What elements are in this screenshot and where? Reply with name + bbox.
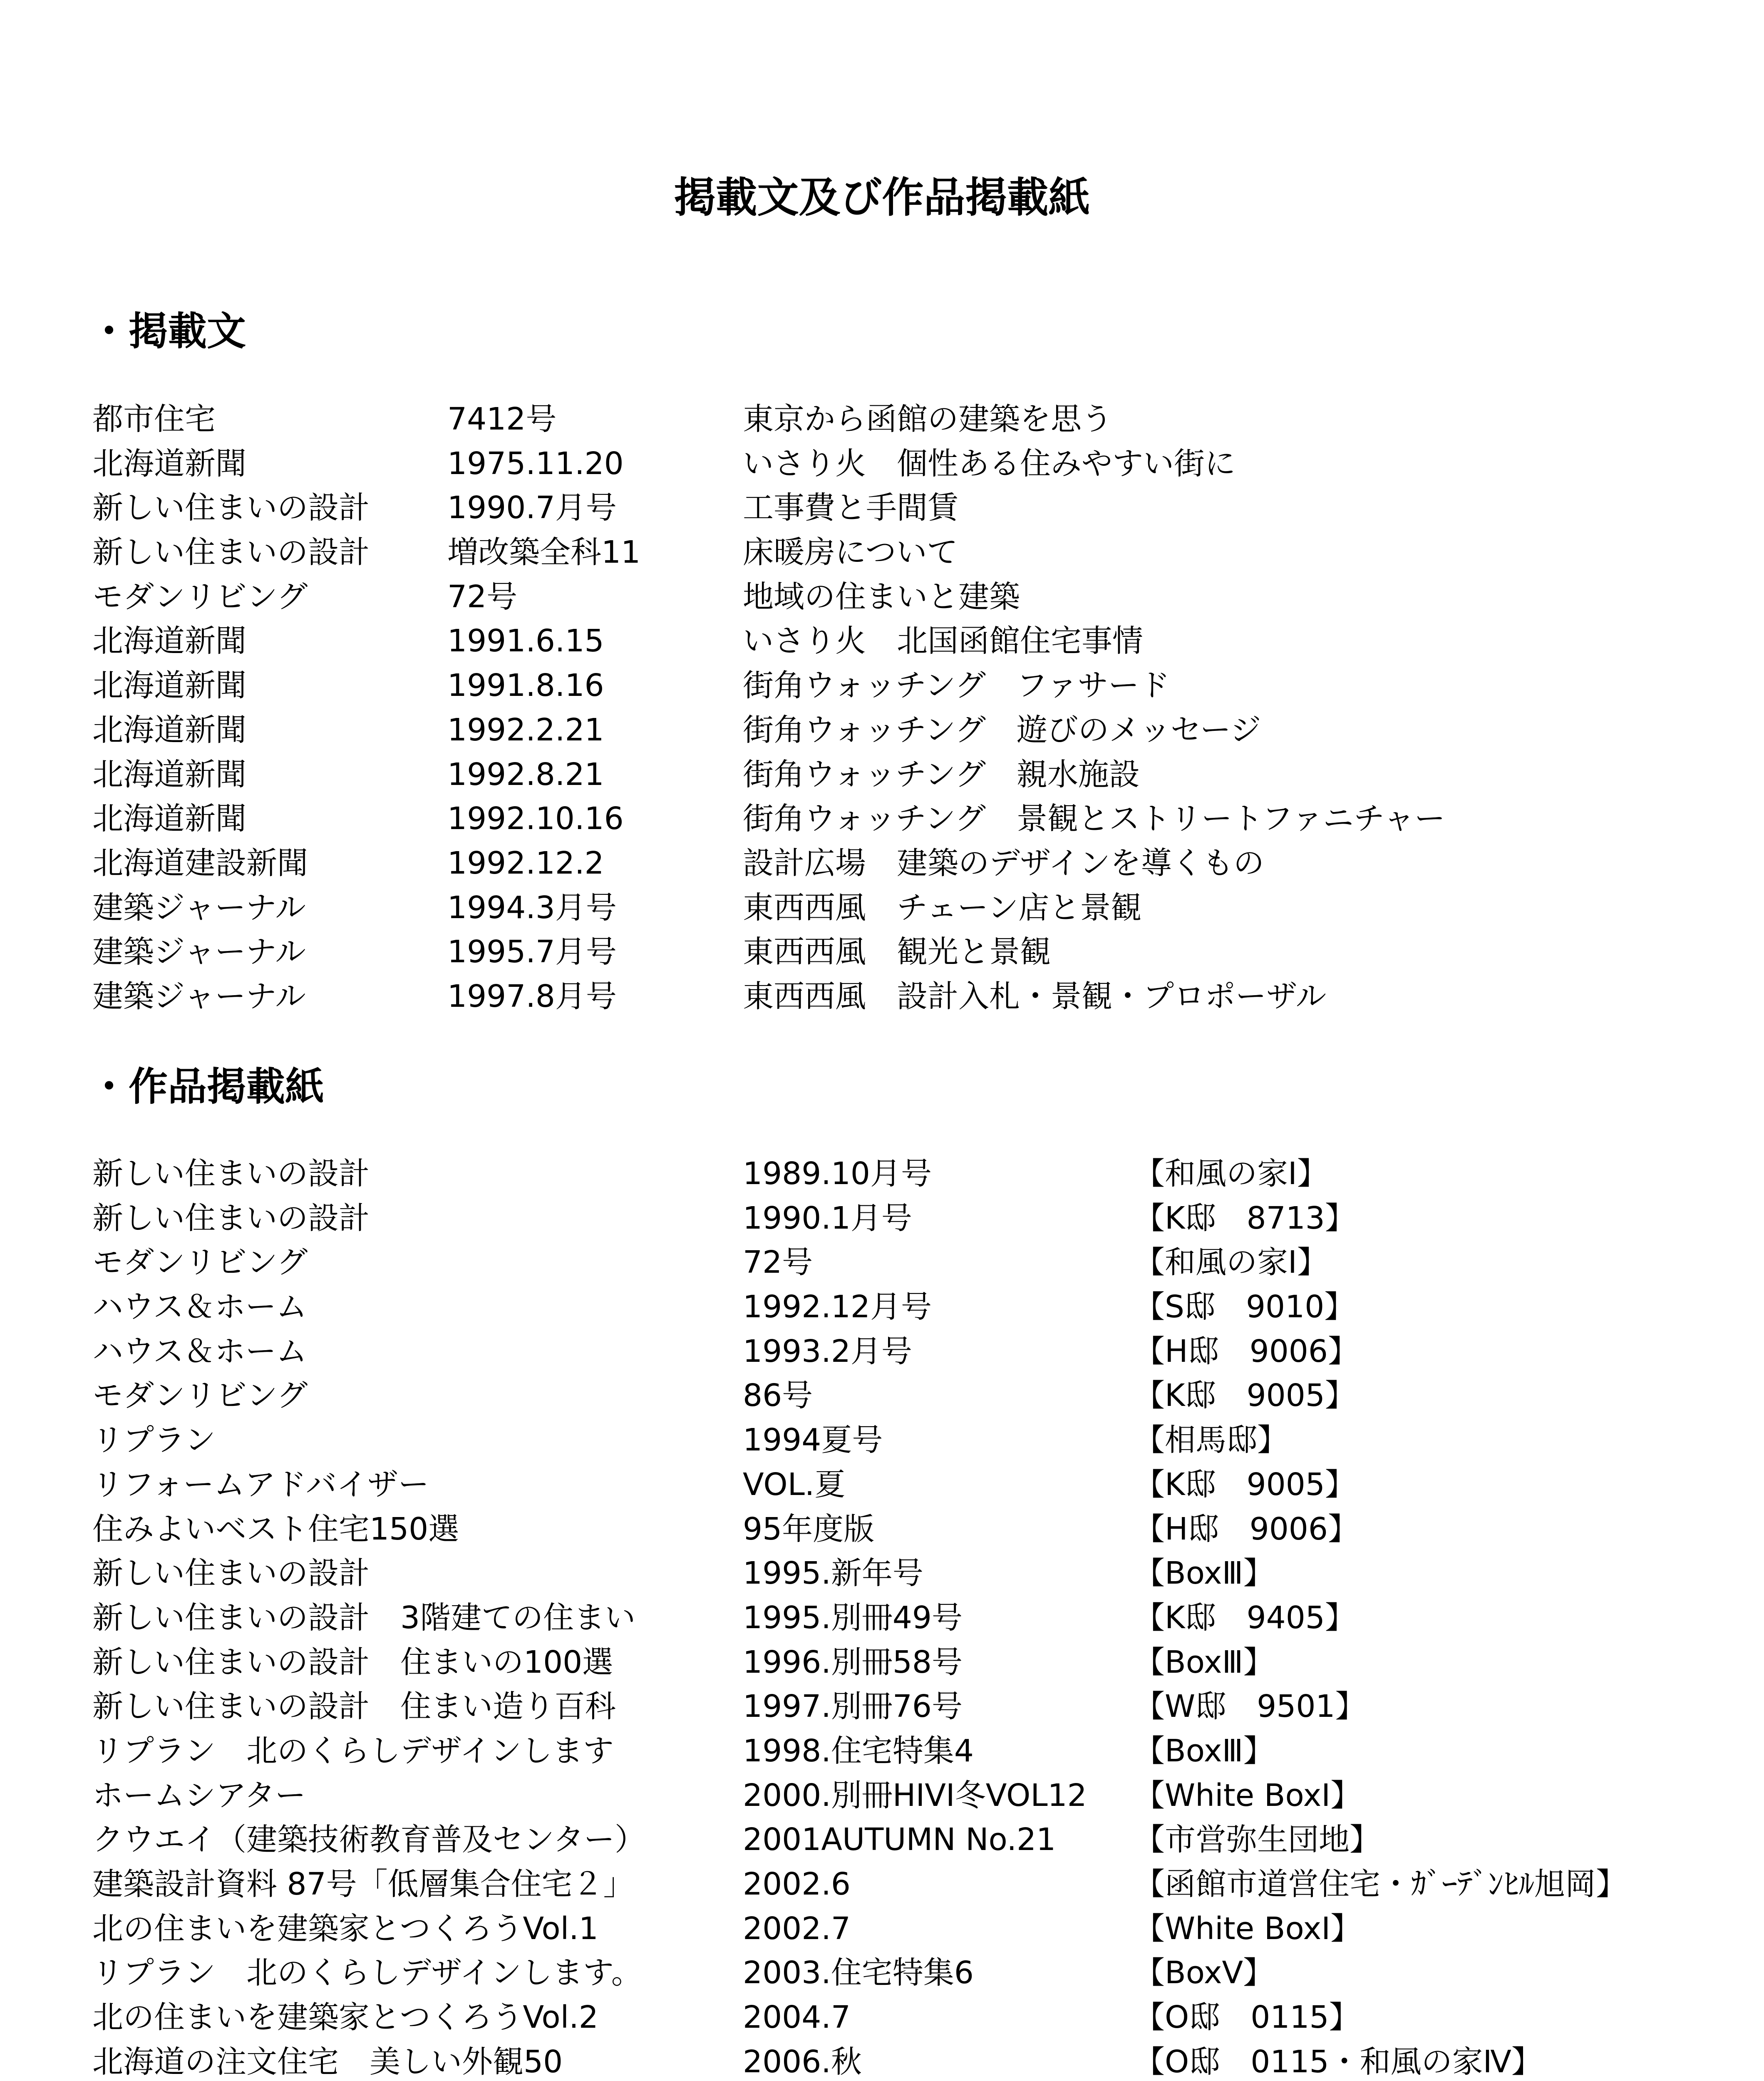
article-title: 街角ウォッチング 親水施設 <box>743 756 1140 792</box>
work-name: 【White BoxⅠ】 <box>1134 1777 1362 1813</box>
list-item <box>0 1907 1764 1951</box>
work-name: 【和風の家Ⅰ】 <box>1134 1156 1328 1192</box>
work-name: 【BoxⅢ】 <box>1134 1733 1274 1769</box>
article-title: 工事費と手間賃 <box>743 490 958 526</box>
article-title: 東西西風 チェーン店と景観 <box>743 889 1142 926</box>
work-name: 【K邸 9005】 <box>1134 1466 1356 1502</box>
issue-label: 72号 <box>743 1244 813 1281</box>
list-item <box>0 663 1764 708</box>
list-item <box>0 1418 1764 1463</box>
list-item <box>0 1152 1764 1196</box>
issue-label: 2004.7 <box>743 1999 851 2036</box>
publication-name: リプラン <box>92 1422 216 1458</box>
issue-label: 2006.秋 <box>743 2044 862 2080</box>
article-title: 街角ウォッチング 遊びのメッセージ <box>743 712 1261 748</box>
works-list <box>0 1152 1764 2081</box>
issue-label: VOL.夏 <box>743 1466 846 1502</box>
issue-label: 2002.7 <box>743 1910 851 1947</box>
issue-label: 86号 <box>743 1378 813 1414</box>
page-title: 掲載文及び作品掲載紙 <box>674 173 1090 222</box>
list-item <box>0 2040 1764 2081</box>
publication-name: 北海道新聞 <box>92 756 246 792</box>
publication-name: 北海道新聞 <box>92 712 246 748</box>
publication-name: リプラン 北のくらしデザインします <box>92 1733 614 1769</box>
issue-label: 95年度版 <box>743 1511 875 1547</box>
publication-name: 都市住宅 <box>92 401 216 437</box>
article-title: いさり火 個性ある住みやすい街に <box>743 445 1236 482</box>
work-name: 【H邸 9006】 <box>1134 1511 1359 1547</box>
publication-name: 建築設計資料 87号「低層集合住宅２」 <box>92 1866 634 1902</box>
issue-label: 1991.6.15 <box>447 623 604 659</box>
articles-list <box>0 397 1764 1019</box>
publication-name: ハウス＆ホーム <box>92 1289 307 1325</box>
issue-label: 1997.別冊76号 <box>743 1689 963 1725</box>
issue-label: 1991.8.16 <box>447 668 604 704</box>
publication-name: 北海道新聞 <box>92 668 246 704</box>
list-item <box>0 1507 1764 1552</box>
list-item <box>0 1196 1764 1241</box>
list-item <box>0 1596 1764 1640</box>
work-name: 【White BoxⅠ】 <box>1134 1910 1362 1947</box>
publication-name: モダンリビング <box>92 1378 308 1414</box>
issue-label: 1990.1月号 <box>743 1200 912 1236</box>
list-item <box>0 1329 1764 1374</box>
publication-name: ホームシアター <box>92 1777 306 1813</box>
issue-label: 2000.別冊HIVI冬VOL12 <box>743 1777 1087 1813</box>
work-name: 【O邸 0115・和風の家Ⅳ】 <box>1134 2044 1542 2080</box>
list-item <box>0 1684 1764 1729</box>
publication-name: 新しい住まいの設計 <box>92 534 370 571</box>
publication-name: 北海道建設新聞 <box>92 845 308 881</box>
issue-label: 1995.別冊49号 <box>743 1599 963 1636</box>
issue-label: 1997.8月号 <box>447 978 617 1014</box>
list-item <box>0 708 1764 752</box>
list-item <box>0 1729 1764 1773</box>
work-name: 【K邸 9005】 <box>1134 1378 1356 1414</box>
issue-label: 1990.7月号 <box>447 490 617 526</box>
issue-label: 1995.7月号 <box>447 934 617 970</box>
work-name: 【函館市道営住宅・ｶﾞｰﾃﾞﾝﾋﾙ旭岡】 <box>1134 1866 1627 1902</box>
issue-label: 1992.12月号 <box>743 1289 932 1325</box>
publication-name: 新しい住まいの設計 <box>92 1156 370 1192</box>
issue-label: 2002.6 <box>743 1866 851 1902</box>
list-item <box>0 1818 1764 1862</box>
publication-name: 北の住まいを建築家とつくろうVol.1 <box>92 1910 598 1947</box>
publication-name: 新しい住まいの設計 住まいの100選 <box>92 1644 613 1680</box>
issue-label: 1994夏号 <box>743 1422 883 1458</box>
list-item <box>0 442 1764 486</box>
article-title: 街角ウォッチング 景観とストリートファニチャー <box>743 801 1445 837</box>
work-name: 【BoxⅢ】 <box>1134 1644 1274 1680</box>
work-name: 【K邸 9405】 <box>1134 1599 1356 1636</box>
article-title: いさり火 北国函館住宅事情 <box>743 623 1143 659</box>
article-title: 設計広場 建築のデザインを導くもの <box>743 845 1264 881</box>
list-item <box>0 397 1764 442</box>
articles-section-heading: ・掲載文 <box>89 309 246 354</box>
publication-name: 住みよいベスト住宅150選 <box>92 1511 459 1547</box>
list-item <box>0 1373 1764 1418</box>
publication-name: 新しい住まいの設計 <box>92 1200 370 1236</box>
work-name: 【K邸 8713】 <box>1134 1200 1356 1236</box>
publication-name: 新しい住まいの設計 住まい造り百科 <box>92 1689 616 1725</box>
list-item <box>0 930 1764 974</box>
work-name: 【相馬邸】 <box>1134 1422 1288 1458</box>
issue-label: 1989.10月号 <box>743 1156 932 1192</box>
works-section-heading: ・作品掲載紙 <box>89 1064 325 1110</box>
issue-label: 7412号 <box>447 401 557 437</box>
issue-label: 1992.2.21 <box>447 712 604 748</box>
article-title: 地域の住まいと建築 <box>743 579 1020 615</box>
list-item <box>0 1463 1764 1507</box>
article-title: 東西西風 設計入札・景観・プロポーザル <box>743 978 1327 1014</box>
publication-name: モダンリビング <box>92 579 308 615</box>
publication-name: 建築ジャーナル <box>92 934 306 970</box>
publication-name: 北の住まいを建築家とつくろうVol.2 <box>92 1999 598 2036</box>
list-item <box>0 797 1764 841</box>
list-item <box>0 752 1764 797</box>
issue-label: 1994.3月号 <box>447 889 617 926</box>
article-title: 街角ウォッチング ファサード <box>743 668 1170 704</box>
issue-label: 1975.11.20 <box>447 445 624 482</box>
work-name: 【O邸 0115】 <box>1134 1999 1360 2036</box>
list-item <box>0 1285 1764 1329</box>
list-item <box>0 1551 1764 1596</box>
issue-label: 増改築全科11 <box>447 534 641 571</box>
list-item <box>0 1640 1764 1685</box>
list-item <box>0 1240 1764 1285</box>
issue-label: 1993.2月号 <box>743 1333 912 1369</box>
publication-name: クウエイ（建築技術教育普及センター） <box>92 1822 646 1858</box>
publication-name: 建築ジャーナル <box>92 978 306 1014</box>
issue-label: 1996.別冊58号 <box>743 1644 963 1680</box>
list-item <box>0 1773 1764 1818</box>
list-item <box>0 841 1764 886</box>
list-item <box>0 619 1764 663</box>
work-name: 【市営弥生団地】 <box>1134 1822 1380 1858</box>
publication-name: 北海道新聞 <box>92 801 246 837</box>
issue-label: 1995.新年号 <box>743 1555 923 1592</box>
work-name: 【BoxⅢ】 <box>1134 1555 1274 1592</box>
publication-name: モダンリビング <box>92 1244 308 1281</box>
publication-name: 建築ジャーナル <box>92 889 306 926</box>
work-name: 【W邸 9501】 <box>1134 1689 1366 1725</box>
article-title: 東京から函館の建築を思う <box>743 401 1112 437</box>
work-name: 【H邸 9006】 <box>1134 1333 1359 1369</box>
publication-name: 新しい住まいの設計 3階建ての住まい <box>92 1599 636 1636</box>
publication-name: 新しい住まいの設計 <box>92 490 370 526</box>
list-item <box>0 486 1764 530</box>
list-item <box>0 575 1764 619</box>
work-name: 【和風の家Ⅰ】 <box>1134 1244 1328 1281</box>
publication-name: 北海道新聞 <box>92 445 246 482</box>
issue-label: 1992.8.21 <box>447 756 604 792</box>
list-item <box>0 1862 1764 1907</box>
issue-label: 1992.12.2 <box>447 845 604 881</box>
work-name: 【BoxⅤ】 <box>1134 1955 1274 1991</box>
issue-label: 1992.10.16 <box>447 801 624 837</box>
publication-name: リフォームアドバイザー <box>92 1466 429 1502</box>
list-item <box>0 1995 1764 2040</box>
publication-name: 北海道の注文住宅 美しい外観50 <box>92 2044 563 2080</box>
publication-name: 北海道新聞 <box>92 623 246 659</box>
article-title: 東西西風 観光と景観 <box>743 934 1051 970</box>
article-title: 床暖房について <box>743 534 958 571</box>
list-item <box>0 1951 1764 1995</box>
publication-name: ハウス＆ホーム <box>92 1333 307 1369</box>
list-item <box>0 974 1764 1019</box>
issue-label: 2001AUTUMN No.21 <box>743 1822 1056 1858</box>
list-item <box>0 886 1764 930</box>
issue-label: 2003.住宅特集6 <box>743 1955 974 1991</box>
list-item <box>0 530 1764 575</box>
issue-label: 72号 <box>447 579 518 615</box>
publication-name: 新しい住まいの設計 <box>92 1555 370 1592</box>
work-name: 【S邸 9010】 <box>1134 1289 1355 1325</box>
publication-name: リプラン 北のくらしデザインします。 <box>92 1955 642 1991</box>
issue-label: 1998.住宅特集4 <box>743 1733 974 1769</box>
